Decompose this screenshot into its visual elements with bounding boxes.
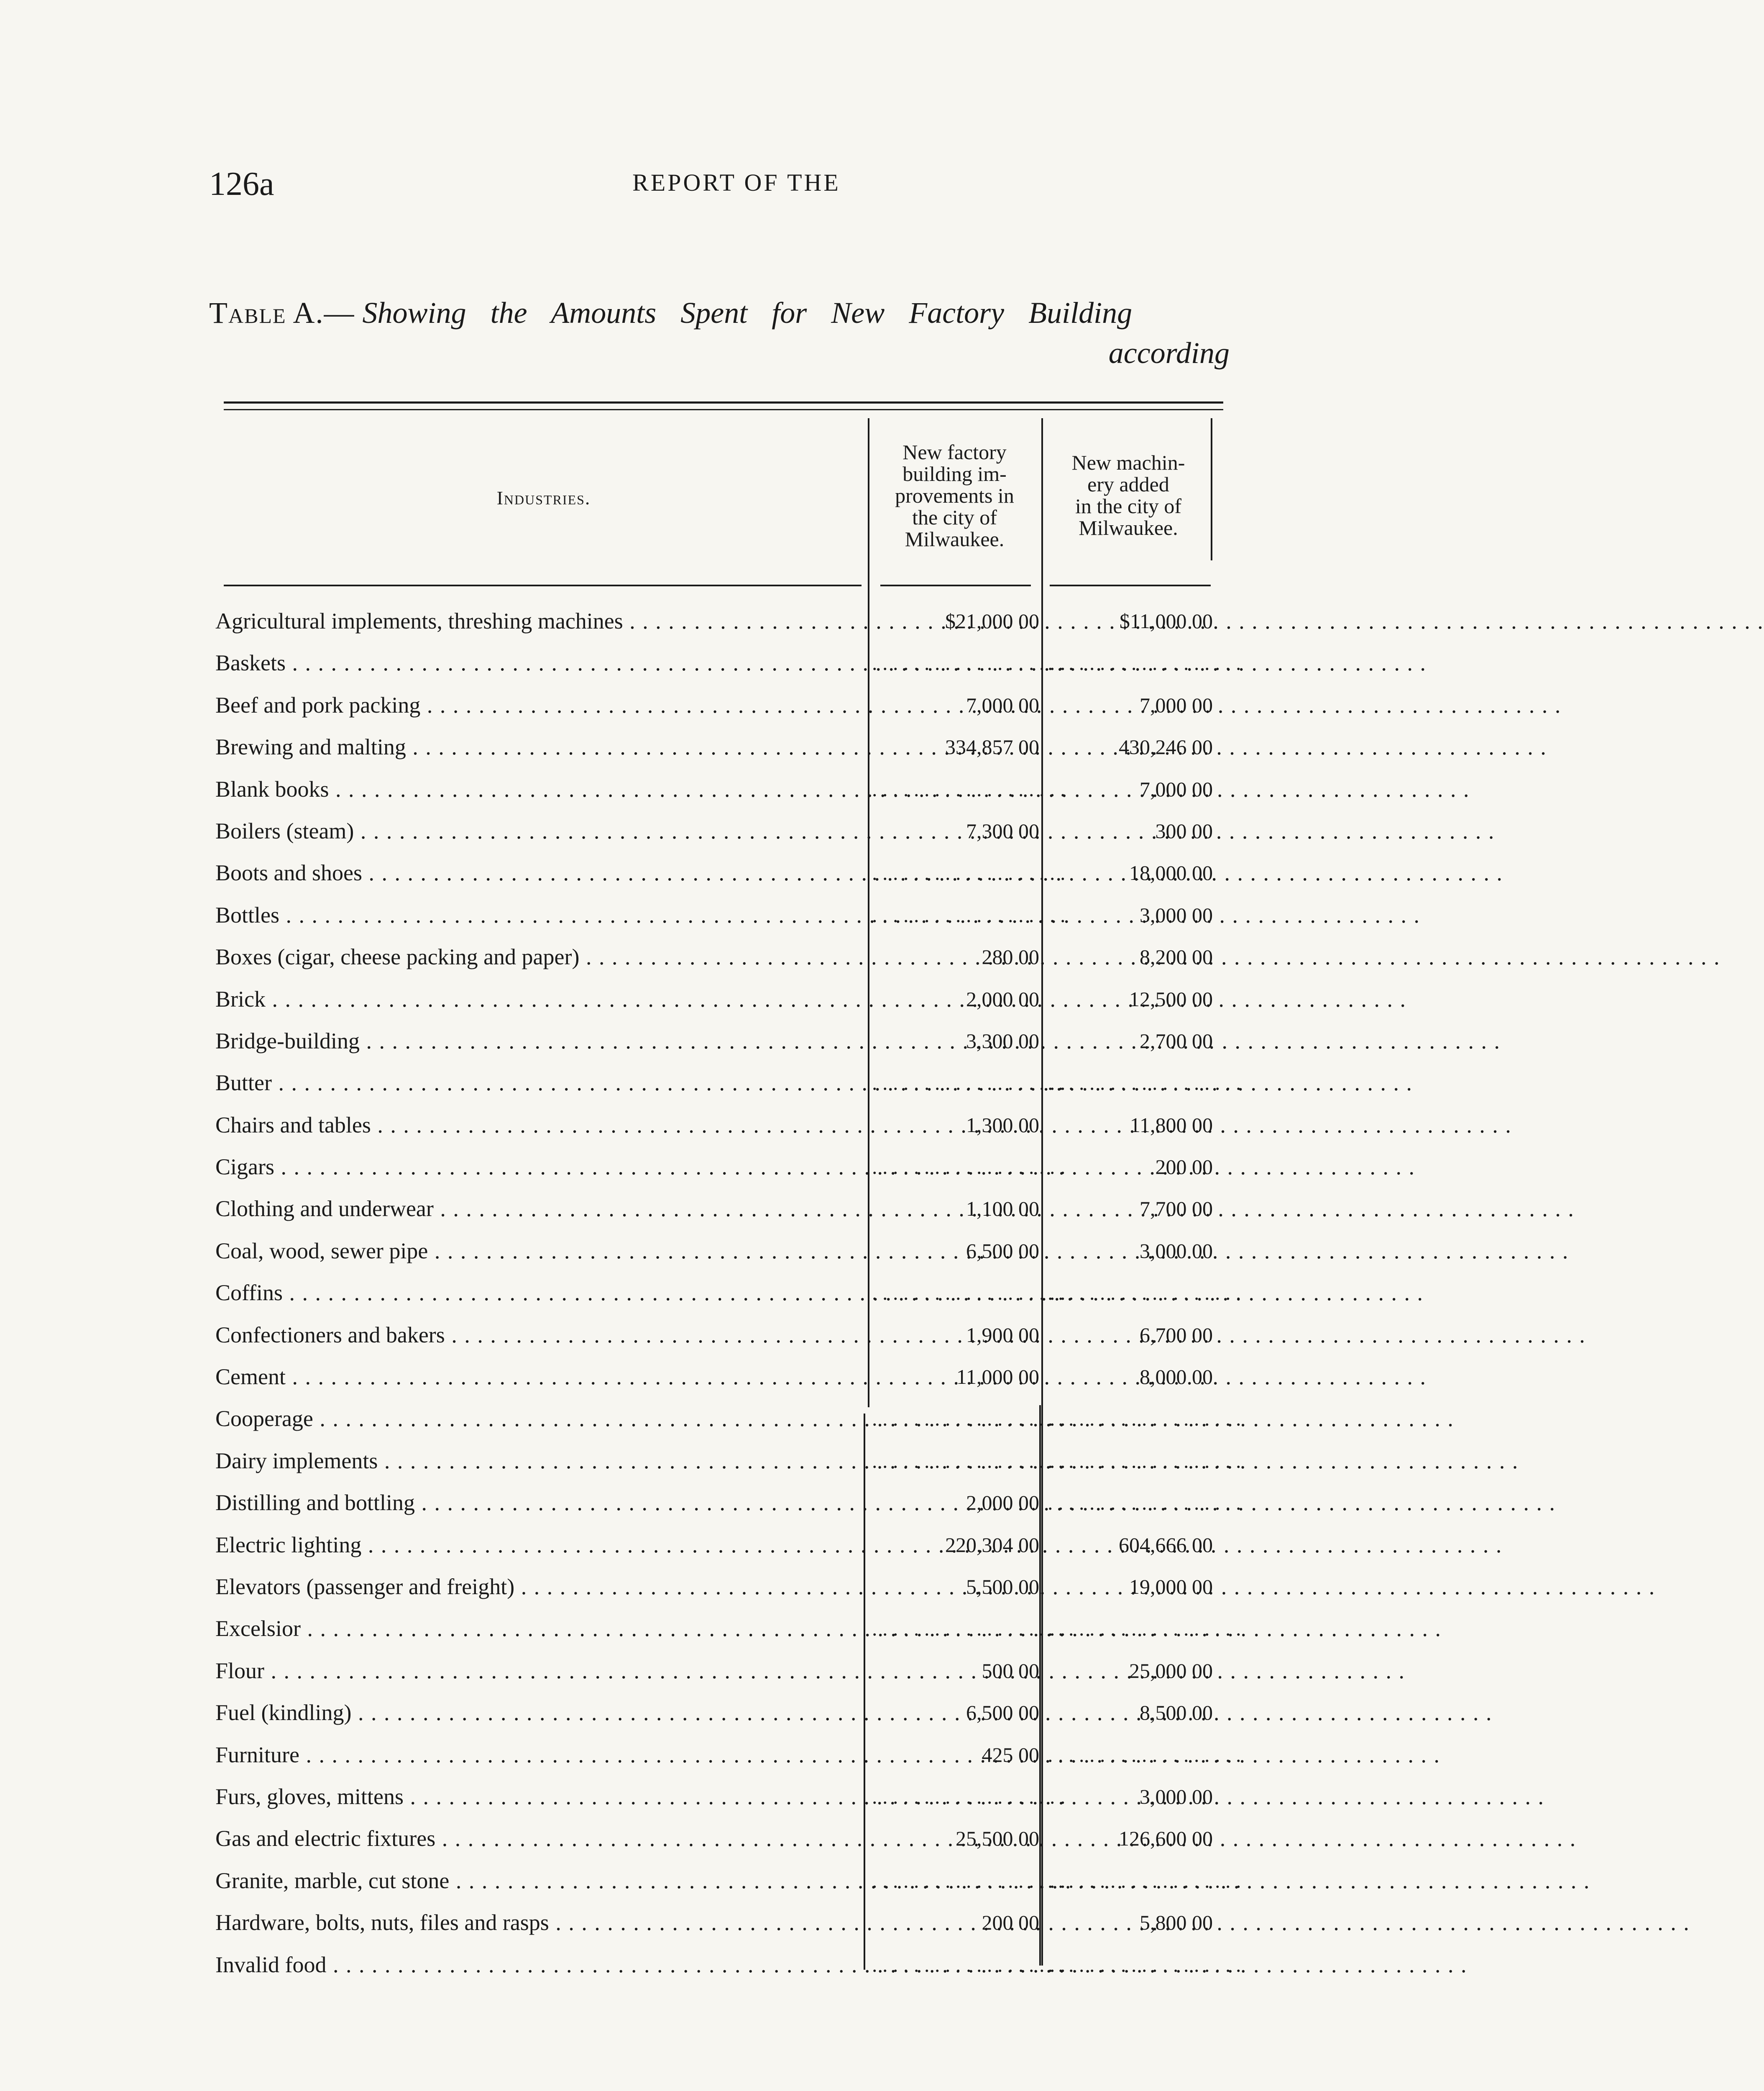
machinery-value: 604,666 00 <box>1119 1533 1213 1557</box>
machinery-blank-leader: . . . . . . . . . . . . . . . . . . . <box>1048 1449 1241 1472</box>
industry-label: Cooperage . . . <box>215 1404 864 1433</box>
machinery-blank-leader: . . . . . . . . . . . . . . . . . . . <box>1048 1743 1241 1766</box>
building-blank-leader: . . . . . . . . . . . . . . . . . . . <box>872 1449 1066 1472</box>
industry-label: Boots and shoes . . . <box>215 858 864 887</box>
header-underline-building <box>880 585 1031 586</box>
building-value: 3,300 00 <box>966 1029 1039 1053</box>
table-row <box>215 1358 1223 1400</box>
industry-label: Baskets . . . <box>215 648 864 677</box>
building-blank-leader: . . . . . . . . . . . . . . . . . . . <box>872 1784 1066 1808</box>
table-row <box>215 1316 1223 1358</box>
machinery-blank-leader: . . . . . . . . . . . . . . . . . . . <box>1048 1281 1241 1305</box>
table-row <box>215 1568 1223 1610</box>
industry-label: Excelsior . . . <box>215 1614 864 1643</box>
building-header-line: Milwaukee. <box>905 527 1005 551</box>
machinery-value: 18,000 00 <box>1129 861 1213 885</box>
table-row <box>215 1484 1241 1526</box>
building-header-line: provements in <box>895 484 1014 507</box>
table-row <box>215 854 1223 896</box>
machinery-value: 126,600 00 <box>1119 1827 1213 1851</box>
building-value: 7,000 00 <box>966 693 1039 717</box>
page-header <box>0 165 1385 203</box>
table-row <box>215 602 1223 644</box>
industry-label: Fuel (kindling) . . . <box>215 1698 864 1727</box>
building-value: 6,500 00 <box>966 1239 1039 1263</box>
industry-label: Brick . . . <box>215 984 864 1014</box>
machinery-value: 25,000 00 <box>1129 1659 1213 1682</box>
building-blank-leader: . . . . . . . . . . . . . . . . . . . <box>872 1953 1066 1976</box>
industry-label: Cigars . . . <box>215 1152 864 1181</box>
table-row <box>215 1778 1223 1820</box>
industry-label: Elevators (passenger and freight) . . . <box>215 1572 864 1601</box>
industry-label: Clothing and underwear . . . <box>215 1194 864 1223</box>
table-top-rule <box>224 401 1223 404</box>
machinery-value: 300 00 <box>1155 819 1213 843</box>
page-number: 126a <box>209 166 274 202</box>
table-caption <box>209 293 1230 373</box>
building-blank-leader: . . . . . . . . . . . . . . . . . . . <box>872 651 1066 675</box>
industry-label: Distilling and bottling . . . <box>215 1488 864 1517</box>
header-underline-machinery <box>1050 585 1211 586</box>
table-row <box>215 1148 1223 1190</box>
table-row <box>215 1232 1223 1274</box>
table-row <box>215 1862 1241 1904</box>
industry-label: Cement . . . <box>215 1362 864 1391</box>
machinery-value: 8,500 00 <box>1140 1701 1213 1725</box>
table-row <box>215 1064 1241 1106</box>
caption-continuation: according <box>1108 336 1230 370</box>
table-row <box>215 644 1241 686</box>
table-row <box>215 1106 1223 1148</box>
machinery-blank-leader: . . . . . . . . . . . . . . . . . . . <box>1048 1953 1241 1976</box>
machinery-value: 200 00 <box>1155 1155 1213 1179</box>
machinery-blank-leader: . . . . . . . . . . . . . . . . . . . <box>1048 1071 1241 1095</box>
industry-label: Butter . . . <box>215 1068 864 1097</box>
table-row <box>215 770 1223 812</box>
caption-title: Showing the Amounts Spent for New Factory Building <box>362 296 1133 330</box>
machinery-value: 8,200 00 <box>1140 945 1213 969</box>
machinery-value: 3,000 00 <box>1140 1239 1213 1263</box>
industry-label: Boilers (steam) . . . <box>215 816 864 846</box>
industry-label: Bottles . . . <box>215 900 864 930</box>
building-header-line: building im- <box>902 462 1007 486</box>
industry-label: Coffins . . . <box>215 1278 864 1307</box>
building-value: 2,000 00 <box>966 1491 1039 1515</box>
machinery-blank-leader: . . . . . . . . . . . . . . . . . . . <box>1048 1617 1241 1641</box>
machinery-blank-leader: . . . . . . . . . . . . . . . . . . . <box>1048 651 1241 675</box>
table-row <box>215 896 1223 938</box>
building-value: 11,000 00 <box>956 1365 1039 1389</box>
building-blank-leader: . . . . . . . . . . . . . . . . . . . <box>872 777 1066 801</box>
industry-label: Granite, marble, cut stone . . . <box>215 1866 864 1895</box>
machinery-value: 11,800 00 <box>1130 1113 1213 1137</box>
machinery-header-line: New machin- <box>1071 451 1185 474</box>
building-value: 6,500 00 <box>966 1701 1039 1725</box>
table-row <box>215 728 1223 770</box>
machinery-header-line: Milwaukee. <box>1079 516 1178 539</box>
building-value: 1,300 00 <box>966 1113 1039 1137</box>
machinery-value: 430,246 00 <box>1119 735 1213 759</box>
machinery-value: 6,700 00 <box>1140 1323 1213 1347</box>
building-blank-leader: . . . . . . . . . . . . . . . . . . . <box>872 1869 1066 1892</box>
machinery-blank-leader: . . . . . . . . . . . . . . . . . . . <box>1048 1491 1241 1515</box>
header-underline-industries <box>224 585 862 586</box>
table-row <box>215 1190 1223 1232</box>
table-row <box>215 1904 1223 1945</box>
machinery-value: 3,000 00 <box>1140 903 1213 927</box>
table-row <box>215 1652 1223 1694</box>
industry-label: Furniture . . . <box>215 1740 864 1769</box>
building-value: 425 00 <box>982 1743 1039 1766</box>
table-row <box>215 686 1223 728</box>
machinery-value: 2,700 00 <box>1140 1029 1213 1053</box>
building-value: 334,857 00 <box>945 735 1039 759</box>
table-body <box>215 602 1241 1988</box>
industry-label: Boxes (cigar, cheese packing and paper) . . . <box>215 942 864 971</box>
industry-label: Dairy implements . . . <box>215 1446 864 1475</box>
machinery-blank-leader: . . . . . . . . . . . . . . . . . . . <box>1048 1869 1241 1892</box>
machinery-value: 8,000 00 <box>1140 1365 1213 1389</box>
table-top-rule-thin <box>224 409 1223 410</box>
caption-lead: Table A.— <box>209 296 355 330</box>
table-row <box>215 1274 1241 1316</box>
machinery-value: $11,000 00 <box>1119 609 1213 633</box>
industry-label: Chairs and tables . . . <box>215 1110 864 1140</box>
building-header <box>870 441 1039 550</box>
table-row <box>215 1022 1223 1064</box>
building-blank-leader: . . . . . . . . . . . . . . . . . . . <box>872 1281 1066 1305</box>
machinery-value: 7,000 00 <box>1140 777 1213 801</box>
machinery-value: 19,000 00 <box>1129 1575 1213 1598</box>
building-blank-leader: . . . . . . . . . . . . . . . . . . . <box>872 1617 1066 1641</box>
industry-label: Invalid food . . . <box>215 1950 864 1979</box>
table-row <box>215 1442 1241 1484</box>
industry-label: Beef and pork packing . . . <box>215 690 864 720</box>
building-value: 5,500 00 <box>966 1575 1039 1598</box>
table-row <box>215 1526 1223 1568</box>
building-value: 500 00 <box>982 1659 1039 1682</box>
building-value: 25,500 00 <box>956 1827 1039 1851</box>
building-value: 1,900 00 <box>966 1323 1039 1347</box>
table-row <box>215 938 1223 980</box>
industry-label: Flour . . . <box>215 1656 864 1685</box>
industries-header: Industries. <box>496 487 591 509</box>
machinery-value: 7,700 00 <box>1140 1197 1213 1221</box>
table-row <box>215 1400 1241 1442</box>
machinery-header-line: ery added <box>1087 473 1169 496</box>
industry-label: Brewing and malting . . . <box>215 732 864 762</box>
building-value: 200 00 <box>982 1911 1039 1935</box>
building-blank-leader: . . . . . . . . . . . . . . . . . . . <box>872 1155 1066 1179</box>
table-row <box>215 1946 1241 1988</box>
machinery-value: 12,500 00 <box>1129 987 1213 1011</box>
building-blank-leader: . . . . . . . . . . . . . . . . . . . <box>872 861 1066 885</box>
table-row <box>215 1736 1241 1778</box>
machinery-value: 7,000 00 <box>1140 693 1213 717</box>
industry-label: Agricultural implements, threshing machines . . . <box>215 606 864 636</box>
building-value: 280 00 <box>982 945 1039 969</box>
building-value: 220,304 00 <box>945 1533 1039 1557</box>
table-row <box>215 812 1223 854</box>
building-header-line: the city of <box>912 506 997 529</box>
machinery-value: 3,000 00 <box>1140 1784 1213 1808</box>
machinery-blank-leader: . . . . . . . . . . . . . . . . . . . <box>1048 1407 1241 1431</box>
building-blank-leader: . . . . . . . . . . . . . . . . . . . <box>872 903 1066 927</box>
industry-label: Confectioners and bakers . . . <box>215 1320 864 1350</box>
machinery-header-line: in the city of <box>1075 494 1182 518</box>
industry-label: Furs, gloves, mittens . . . <box>215 1782 864 1811</box>
building-value: 1,100 00 <box>966 1197 1039 1221</box>
building-header-line: New factory <box>902 440 1007 464</box>
table-row <box>215 1694 1223 1736</box>
table-row <box>215 1820 1223 1861</box>
building-value: 7,300 00 <box>966 819 1039 843</box>
building-blank-leader: . . . . . . . . . . . . . . . . . . . <box>872 1407 1066 1431</box>
industry-label: Gas and electric fixtures . . . <box>215 1824 864 1853</box>
machinery-header <box>1045 452 1212 539</box>
industry-label: Hardware, bolts, nuts, files and rasps . . . <box>215 1908 864 1937</box>
machinery-value: 5,800 00 <box>1140 1911 1213 1935</box>
industry-label: Electric lighting . . . <box>215 1530 864 1559</box>
table-row <box>215 980 1223 1022</box>
building-value: $21,000 00 <box>945 609 1039 633</box>
industry-label: Bridge-building . . . <box>215 1026 864 1056</box>
table-row <box>215 1610 1241 1651</box>
industry-label: Coal, wood, sewer pipe . . . <box>215 1236 864 1265</box>
building-value: 2,000 00 <box>966 987 1039 1011</box>
running-head: REPORT OF THE <box>632 169 841 196</box>
industry-label: Blank books . . . <box>215 775 864 804</box>
building-blank-leader: . . . . . . . . . . . . . . . . . . . <box>872 1071 1066 1095</box>
